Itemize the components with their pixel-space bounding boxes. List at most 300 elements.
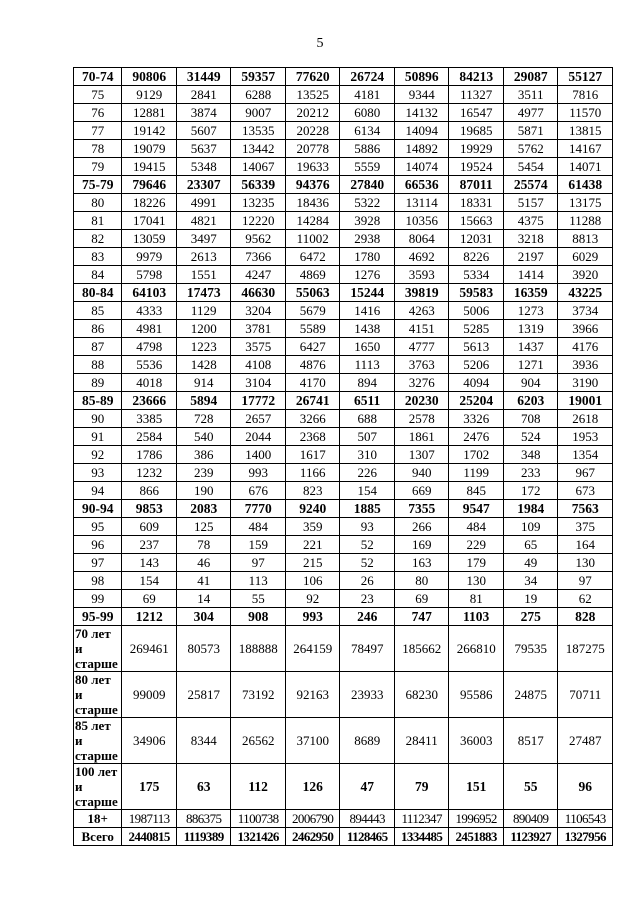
table-cell: 19 <box>503 590 558 608</box>
table-row <box>74 464 613 482</box>
row-label: 90 <box>74 410 122 428</box>
table-row <box>74 230 613 248</box>
table-cell: 3920 <box>558 266 613 284</box>
table-cell: 18226 <box>122 194 177 212</box>
table-cell: 14284 <box>285 212 340 230</box>
table-cell: 14074 <box>394 158 449 176</box>
table-cell: 4170 <box>285 374 340 392</box>
table-cell: 886375 <box>176 810 231 828</box>
table-cell: 1438 <box>340 320 395 338</box>
table-cell: 940 <box>394 464 449 482</box>
row-label: 93 <box>74 464 122 482</box>
table-cell: 708 <box>503 410 558 428</box>
table-cell: 94376 <box>285 176 340 194</box>
table-cell: 9007 <box>231 104 286 122</box>
table-cell: 80 <box>394 572 449 590</box>
table-cell: 6080 <box>340 104 395 122</box>
table-cell: 26562 <box>231 718 286 764</box>
row-label: 81 <box>74 212 122 230</box>
table-cell: 5679 <box>285 302 340 320</box>
row-label: 92 <box>74 446 122 464</box>
table-cell: 3326 <box>449 410 504 428</box>
table-cell: 229 <box>449 536 504 554</box>
table-cell: 2006790 <box>285 810 340 828</box>
table-cell: 8813 <box>558 230 613 248</box>
table-cell: 1617 <box>285 446 340 464</box>
table-cell: 1113 <box>340 356 395 374</box>
table-cell: 4333 <box>122 302 177 320</box>
table-cell: 1650 <box>340 338 395 356</box>
table-row <box>74 428 613 446</box>
table-cell: 19929 <box>449 140 504 158</box>
table-row <box>74 500 613 518</box>
table-cell: 79 <box>394 764 449 810</box>
table-cell: 112 <box>231 764 286 810</box>
table-cell: 66536 <box>394 176 449 194</box>
table-cell: 97 <box>558 572 613 590</box>
table-cell: 3874 <box>176 104 231 122</box>
table-cell: 39819 <box>394 284 449 302</box>
table-cell: 1414 <box>503 266 558 284</box>
table-cell: 81 <box>449 590 504 608</box>
table-cell: 348 <box>503 446 558 464</box>
table-cell: 669 <box>394 482 449 500</box>
table-cell: 845 <box>449 482 504 500</box>
row-label: 79 <box>74 158 122 176</box>
table-row <box>74 338 613 356</box>
table-cell: 2938 <box>340 230 395 248</box>
table-cell: 23 <box>340 590 395 608</box>
table-cell: 64103 <box>122 284 177 302</box>
table-cell: 5006 <box>449 302 504 320</box>
table-cell: 4247 <box>231 266 286 284</box>
table-cell: 2044 <box>231 428 286 446</box>
table-cell: 46630 <box>231 284 286 302</box>
table-cell: 5559 <box>340 158 395 176</box>
table-cell: 1702 <box>449 446 504 464</box>
table-cell: 5894 <box>176 392 231 410</box>
table-cell: 79646 <box>122 176 177 194</box>
table-cell: 125 <box>176 518 231 536</box>
table-cell: 6472 <box>285 248 340 266</box>
table-cell: 1106543 <box>558 810 613 828</box>
row-label: 99 <box>74 590 122 608</box>
table-row <box>74 212 613 230</box>
table-cell: 16359 <box>503 284 558 302</box>
table-cell: 172 <box>503 482 558 500</box>
table-row <box>74 104 613 122</box>
row-label: 85 лет и старше <box>74 718 122 764</box>
table-cell: 80573 <box>176 626 231 672</box>
table-cell: 10356 <box>394 212 449 230</box>
table-cell: 11288 <box>558 212 613 230</box>
table-cell: 8064 <box>394 230 449 248</box>
table-cell: 6029 <box>558 248 613 266</box>
table-cell: 6511 <box>340 392 395 410</box>
table-cell: 215 <box>285 554 340 572</box>
table-cell: 1885 <box>340 500 395 518</box>
row-label: 77 <box>74 122 122 140</box>
table-cell: 23933 <box>340 672 395 718</box>
table-cell: 1987113 <box>122 810 177 828</box>
table-cell: 109 <box>503 518 558 536</box>
table-cell: 61438 <box>558 176 613 194</box>
table-cell: 7770 <box>231 500 286 518</box>
table-cell: 1223 <box>176 338 231 356</box>
table-cell: 3266 <box>285 410 340 428</box>
table-cell: 13235 <box>231 194 286 212</box>
table-row <box>74 718 613 764</box>
table-cell: 179 <box>449 554 504 572</box>
table-cell: 65 <box>503 536 558 554</box>
table-cell: 154 <box>340 482 395 500</box>
table-cell: 1984 <box>503 500 558 518</box>
table-cell: 3276 <box>394 374 449 392</box>
table-cell: 169 <box>394 536 449 554</box>
row-label: 84 <box>74 266 122 284</box>
table-row <box>74 554 613 572</box>
table-cell: 1321426 <box>231 828 286 846</box>
table-row <box>74 320 613 338</box>
table-cell: 5157 <box>503 194 558 212</box>
table-cell: 9979 <box>122 248 177 266</box>
table-cell: 41 <box>176 572 231 590</box>
table-cell: 27840 <box>340 176 395 194</box>
table-cell: 46 <box>176 554 231 572</box>
table-cell: 3104 <box>231 374 286 392</box>
row-label: Всего <box>74 828 122 846</box>
table-cell: 17041 <box>122 212 177 230</box>
table-cell: 20228 <box>285 122 340 140</box>
table-cell: 4777 <box>394 338 449 356</box>
table-cell: 25204 <box>449 392 504 410</box>
table-cell: 4991 <box>176 194 231 212</box>
table-cell: 13535 <box>231 122 286 140</box>
row-label: 94 <box>74 482 122 500</box>
table-cell: 540 <box>176 428 231 446</box>
table-cell: 676 <box>231 482 286 500</box>
table-cell: 84213 <box>449 68 504 86</box>
table-cell: 130 <box>449 572 504 590</box>
table-cell: 4798 <box>122 338 177 356</box>
table-cell: 5206 <box>449 356 504 374</box>
table-cell: 14094 <box>394 122 449 140</box>
table-cell: 113 <box>231 572 286 590</box>
table-cell: 1780 <box>340 248 395 266</box>
table-cell: 19079 <box>122 140 177 158</box>
table-cell: 159 <box>231 536 286 554</box>
row-label: 80-84 <box>74 284 122 302</box>
table-cell: 304 <box>176 608 231 626</box>
table-cell: 2440815 <box>122 828 177 846</box>
table-row <box>74 810 613 828</box>
row-label: 85-89 <box>74 392 122 410</box>
table-cell: 9562 <box>231 230 286 248</box>
table-cell: 1416 <box>340 302 395 320</box>
table-row <box>74 392 613 410</box>
table-row <box>74 626 613 672</box>
table-cell: 8226 <box>449 248 504 266</box>
table-cell: 9129 <box>122 86 177 104</box>
table-cell: 967 <box>558 464 613 482</box>
table-cell: 20212 <box>285 104 340 122</box>
table-cell: 13114 <box>394 194 449 212</box>
table-cell: 23666 <box>122 392 177 410</box>
table-row <box>74 194 613 212</box>
table-cell: 1128465 <box>340 828 395 846</box>
table-cell: 43225 <box>558 284 613 302</box>
table-cell: 20230 <box>394 392 449 410</box>
table-cell: 59357 <box>231 68 286 86</box>
row-label: 90-94 <box>74 500 122 518</box>
table-cell: 2476 <box>449 428 504 446</box>
table-cell: 484 <box>231 518 286 536</box>
table-cell: 3593 <box>394 266 449 284</box>
table-cell: 1996952 <box>449 810 504 828</box>
table-cell: 1273 <box>503 302 558 320</box>
table-cell: 78497 <box>340 626 395 672</box>
table-cell: 908 <box>231 608 286 626</box>
table-cell: 29087 <box>503 68 558 86</box>
table-cell: 1129 <box>176 302 231 320</box>
row-label: 80 лет и старше <box>74 672 122 718</box>
table-cell: 68230 <box>394 672 449 718</box>
table-cell: 13059 <box>122 230 177 248</box>
table-cell: 2578 <box>394 410 449 428</box>
table-cell: 1212 <box>122 608 177 626</box>
row-label: 75 <box>74 86 122 104</box>
table-cell: 5536 <box>122 356 177 374</box>
table-cell: 70711 <box>558 672 613 718</box>
table-cell: 34 <box>503 572 558 590</box>
table-cell: 4181 <box>340 86 395 104</box>
table-cell: 1100738 <box>231 810 286 828</box>
table-cell: 4977 <box>503 104 558 122</box>
table-cell: 4981 <box>122 320 177 338</box>
table-cell: 3763 <box>394 356 449 374</box>
table-cell: 890409 <box>503 810 558 828</box>
table-row <box>74 518 613 536</box>
table-cell: 5454 <box>503 158 558 176</box>
table-row <box>74 176 613 194</box>
table-cell: 16547 <box>449 104 504 122</box>
table-cell: 56339 <box>231 176 286 194</box>
table-cell: 5348 <box>176 158 231 176</box>
table-cell: 1551 <box>176 266 231 284</box>
table-cell: 63 <box>176 764 231 810</box>
table-row <box>74 410 613 428</box>
table-cell: 3928 <box>340 212 395 230</box>
table-cell: 275 <box>503 608 558 626</box>
table-cell: 1786 <box>122 446 177 464</box>
table-cell: 3734 <box>558 302 613 320</box>
table-cell: 9547 <box>449 500 504 518</box>
table-cell: 97 <box>231 554 286 572</box>
row-label: 85 <box>74 302 122 320</box>
table-cell: 3204 <box>231 302 286 320</box>
table-cell: 2083 <box>176 500 231 518</box>
table-cell: 18436 <box>285 194 340 212</box>
table-cell: 386 <box>176 446 231 464</box>
table-cell: 5637 <box>176 140 231 158</box>
table-cell: 2197 <box>503 248 558 266</box>
table-cell: 4018 <box>122 374 177 392</box>
table-cell: 2584 <box>122 428 177 446</box>
table-cell: 7355 <box>394 500 449 518</box>
table-cell: 11327 <box>449 86 504 104</box>
table-cell: 11002 <box>285 230 340 248</box>
table-cell: 1953 <box>558 428 613 446</box>
table-cell: 6134 <box>340 122 395 140</box>
row-label: 100 лет и старше <box>74 764 122 810</box>
table-row <box>74 374 613 392</box>
table-cell: 1327956 <box>558 828 613 846</box>
table-cell: 5334 <box>449 266 504 284</box>
table-cell: 13525 <box>285 86 340 104</box>
table-cell: 3497 <box>176 230 231 248</box>
table-cell: 359 <box>285 518 340 536</box>
table-cell: 55 <box>503 764 558 810</box>
table-cell: 14132 <box>394 104 449 122</box>
row-label: 70 лет и старше <box>74 626 122 672</box>
table-cell: 688 <box>340 410 395 428</box>
table-cell: 19142 <box>122 122 177 140</box>
table-cell: 47 <box>340 764 395 810</box>
table-cell: 6288 <box>231 86 286 104</box>
table-cell: 19685 <box>449 122 504 140</box>
table-cell: 1103 <box>449 608 504 626</box>
table-cell: 1200 <box>176 320 231 338</box>
table-cell: 904 <box>503 374 558 392</box>
table-cell: 25574 <box>503 176 558 194</box>
table-cell: 5322 <box>340 194 395 212</box>
table-cell: 3385 <box>122 410 177 428</box>
table-cell: 13175 <box>558 194 613 212</box>
table-cell: 151 <box>449 764 504 810</box>
table-cell: 9853 <box>122 500 177 518</box>
table-cell: 375 <box>558 518 613 536</box>
table-cell: 7816 <box>558 86 613 104</box>
table-cell: 3511 <box>503 86 558 104</box>
table-cell: 34906 <box>122 718 177 764</box>
table-cell: 1123927 <box>503 828 558 846</box>
table-cell: 59583 <box>449 284 504 302</box>
table-cell: 609 <box>122 518 177 536</box>
table-cell: 69 <box>122 590 177 608</box>
table-cell: 823 <box>285 482 340 500</box>
table-cell: 1319 <box>503 320 558 338</box>
table-cell: 3936 <box>558 356 613 374</box>
table-cell: 3190 <box>558 374 613 392</box>
table-cell: 50896 <box>394 68 449 86</box>
table-cell: 5285 <box>449 320 504 338</box>
table-cell: 19001 <box>558 392 613 410</box>
table-cell: 310 <box>340 446 395 464</box>
table-cell: 18331 <box>449 194 504 212</box>
table-cell: 77620 <box>285 68 340 86</box>
table-cell: 14 <box>176 590 231 608</box>
page-number: 5 <box>316 36 324 51</box>
row-label: 87 <box>74 338 122 356</box>
table-cell: 6203 <box>503 392 558 410</box>
table-cell: 130 <box>558 554 613 572</box>
row-label: 95-99 <box>74 608 122 626</box>
population-table <box>73 67 613 846</box>
table-cell: 7366 <box>231 248 286 266</box>
table-row <box>74 572 613 590</box>
table-cell: 20778 <box>285 140 340 158</box>
table-cell: 24875 <box>503 672 558 718</box>
table-cell: 5886 <box>340 140 395 158</box>
table-cell: 4692 <box>394 248 449 266</box>
table-cell: 266 <box>394 518 449 536</box>
table-cell: 26741 <box>285 392 340 410</box>
table-cell: 2462950 <box>285 828 340 846</box>
table-cell: 4108 <box>231 356 286 374</box>
table-cell: 1861 <box>394 428 449 446</box>
table-cell: 17772 <box>231 392 286 410</box>
table-cell: 95586 <box>449 672 504 718</box>
row-label: 18+ <box>74 810 122 828</box>
table-cell: 894 <box>340 374 395 392</box>
table-cell: 5762 <box>503 140 558 158</box>
table-cell: 239 <box>176 464 231 482</box>
table-cell: 993 <box>231 464 286 482</box>
table-cell: 1437 <box>503 338 558 356</box>
table-cell: 237 <box>122 536 177 554</box>
table-cell: 1307 <box>394 446 449 464</box>
table-row <box>74 446 613 464</box>
table-cell: 13442 <box>231 140 286 158</box>
table-row <box>74 158 613 176</box>
table-cell: 23307 <box>176 176 231 194</box>
table-cell: 993 <box>285 608 340 626</box>
table-row <box>74 248 613 266</box>
table-cell: 92163 <box>285 672 340 718</box>
table-cell: 484 <box>449 518 504 536</box>
table-cell: 2657 <box>231 410 286 428</box>
table-cell: 4263 <box>394 302 449 320</box>
table-cell: 246 <box>340 608 395 626</box>
table-cell: 4176 <box>558 338 613 356</box>
table-row <box>74 672 613 718</box>
table-cell: 154 <box>122 572 177 590</box>
row-label: 83 <box>74 248 122 266</box>
table-cell: 2368 <box>285 428 340 446</box>
table-cell: 12220 <box>231 212 286 230</box>
table-cell: 96 <box>558 764 613 810</box>
table-cell: 4869 <box>285 266 340 284</box>
table-cell: 269461 <box>122 626 177 672</box>
table-cell: 19415 <box>122 158 177 176</box>
table-row <box>74 536 613 554</box>
table-row <box>74 86 613 104</box>
table-cell: 1166 <box>285 464 340 482</box>
table-row <box>74 266 613 284</box>
table-cell: 28411 <box>394 718 449 764</box>
table-cell: 143 <box>122 554 177 572</box>
table-row <box>74 608 613 626</box>
row-label: 97 <box>74 554 122 572</box>
row-label: 96 <box>74 536 122 554</box>
table-cell: 87011 <box>449 176 504 194</box>
table-cell: 8517 <box>503 718 558 764</box>
table-cell: 1354 <box>558 446 613 464</box>
table-row <box>74 764 613 810</box>
table-cell: 1334485 <box>394 828 449 846</box>
table-cell: 15663 <box>449 212 504 230</box>
table-cell: 2841 <box>176 86 231 104</box>
